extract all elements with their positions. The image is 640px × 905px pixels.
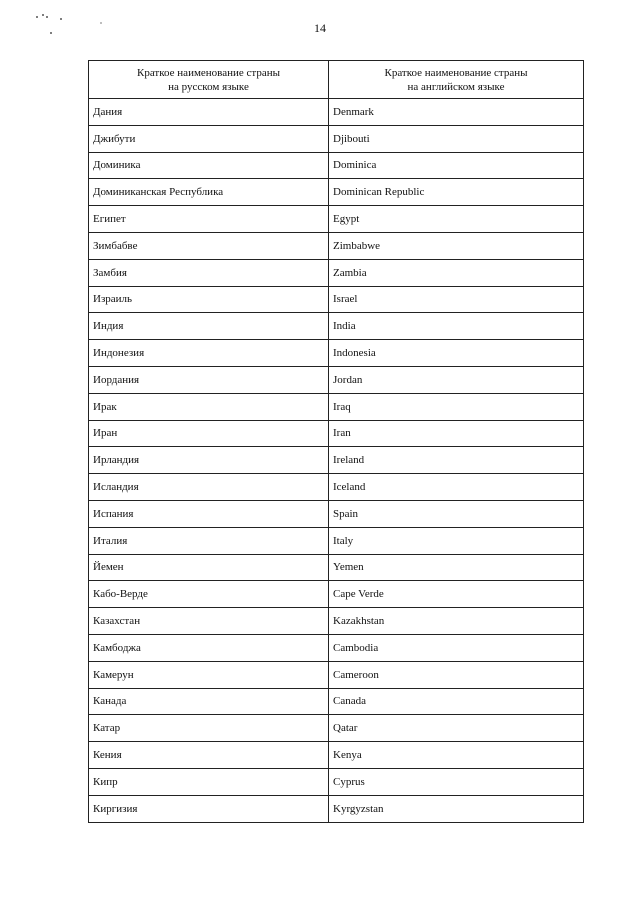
table-row: [89, 768, 584, 795]
country-name-english: Iran: [329, 420, 584, 447]
table-row: [89, 688, 584, 715]
table-row: [89, 742, 584, 769]
country-name-english: Jordan: [329, 366, 584, 393]
country-name-english: Cambodia: [329, 634, 584, 661]
country-name-russian: Камерун: [89, 661, 329, 688]
table-row: [89, 608, 584, 635]
country-name-english: Egypt: [329, 206, 584, 233]
table-row: [89, 447, 584, 474]
country-name-english: Cyprus: [329, 768, 584, 795]
country-name-russian: Замбия: [89, 259, 329, 286]
country-name-english: Indonesia: [329, 340, 584, 367]
country-name-russian: Ирландия: [89, 447, 329, 474]
table-row: [89, 393, 584, 420]
country-name-english: Zambia: [329, 259, 584, 286]
country-name-russian: Кабо-Верде: [89, 581, 329, 608]
country-name-english: Italy: [329, 527, 584, 554]
header-russian-line-2: на русском языке: [168, 80, 249, 93]
table-row: [89, 152, 584, 179]
country-name-english: Qatar: [329, 715, 584, 742]
header-english-name: [329, 61, 584, 99]
country-name-russian: Канада: [89, 688, 329, 715]
table-body: [89, 99, 584, 823]
country-name-english: Spain: [329, 500, 584, 527]
country-name-english: Ireland: [329, 447, 584, 474]
country-name-russian: Дания: [89, 99, 329, 126]
country-name-english: Zimbabwe: [329, 232, 584, 259]
country-name-russian: Италия: [89, 527, 329, 554]
table-row: [89, 232, 584, 259]
header-english-line-2: на английском языке: [407, 80, 505, 93]
table-row: [89, 286, 584, 313]
country-name-russian: Джибути: [89, 125, 329, 152]
table-row: [89, 634, 584, 661]
country-name-english: Cape Verde: [329, 581, 584, 608]
table-row: [89, 313, 584, 340]
country-name-english: India: [329, 313, 584, 340]
table-row: [89, 420, 584, 447]
country-name-russian: Кения: [89, 742, 329, 769]
country-name-english: Dominican Republic: [329, 179, 584, 206]
country-name-english: Djibouti: [329, 125, 584, 152]
country-name-russian: Доминика: [89, 152, 329, 179]
page-number: 14: [314, 21, 326, 35]
country-name-english: Israel: [329, 286, 584, 313]
country-name-russian: Катар: [89, 715, 329, 742]
country-name-english: Kyrgyzstan: [329, 795, 584, 822]
table-row: [89, 474, 584, 501]
country-name-russian: Израиль: [89, 286, 329, 313]
table-row: [89, 715, 584, 742]
table-row: [89, 661, 584, 688]
country-name-russian: Индонезия: [89, 340, 329, 367]
table-row: [89, 500, 584, 527]
header-russian-line-1: Краткое наименование страны: [137, 66, 280, 79]
table-row: [89, 259, 584, 286]
table-row: [89, 527, 584, 554]
table-row: [89, 179, 584, 206]
country-name-english: Denmark: [329, 99, 584, 126]
country-name-russian: Египет: [89, 206, 329, 233]
country-name-russian: Казахстан: [89, 608, 329, 635]
table-row: [89, 340, 584, 367]
table-header-row: [89, 61, 584, 99]
table-row: [89, 581, 584, 608]
country-name-english: Canada: [329, 688, 584, 715]
country-name-english: Cameroon: [329, 661, 584, 688]
table-row: [89, 554, 584, 581]
country-name-russian: Иран: [89, 420, 329, 447]
country-name-russian: Индия: [89, 313, 329, 340]
country-name-english: Dominica: [329, 152, 584, 179]
country-name-english: Iceland: [329, 474, 584, 501]
country-name-russian: Испания: [89, 500, 329, 527]
table-row: [89, 366, 584, 393]
table-row: [89, 795, 584, 822]
country-names-table: [88, 60, 584, 823]
country-name-russian: Йемен: [89, 554, 329, 581]
country-name-russian: Зимбабве: [89, 232, 329, 259]
table-row: [89, 125, 584, 152]
country-name-russian: Иордания: [89, 366, 329, 393]
table-row: [89, 206, 584, 233]
country-name-russian: Доминиканская Республика: [89, 179, 329, 206]
country-name-russian: Ирак: [89, 393, 329, 420]
country-name-english: Yemen: [329, 554, 584, 581]
country-name-russian: Исландия: [89, 474, 329, 501]
country-name-russian: Киргизия: [89, 795, 329, 822]
table-row: [89, 99, 584, 126]
country-name-russian: Кипр: [89, 768, 329, 795]
country-name-english: Iraq: [329, 393, 584, 420]
country-name-english: Kazakhstan: [329, 608, 584, 635]
country-name-russian: Камбоджа: [89, 634, 329, 661]
header-english-line-1: Краткое наименование страны: [384, 66, 528, 79]
header-russian-name: [89, 61, 329, 99]
country-name-english: Kenya: [329, 742, 584, 769]
